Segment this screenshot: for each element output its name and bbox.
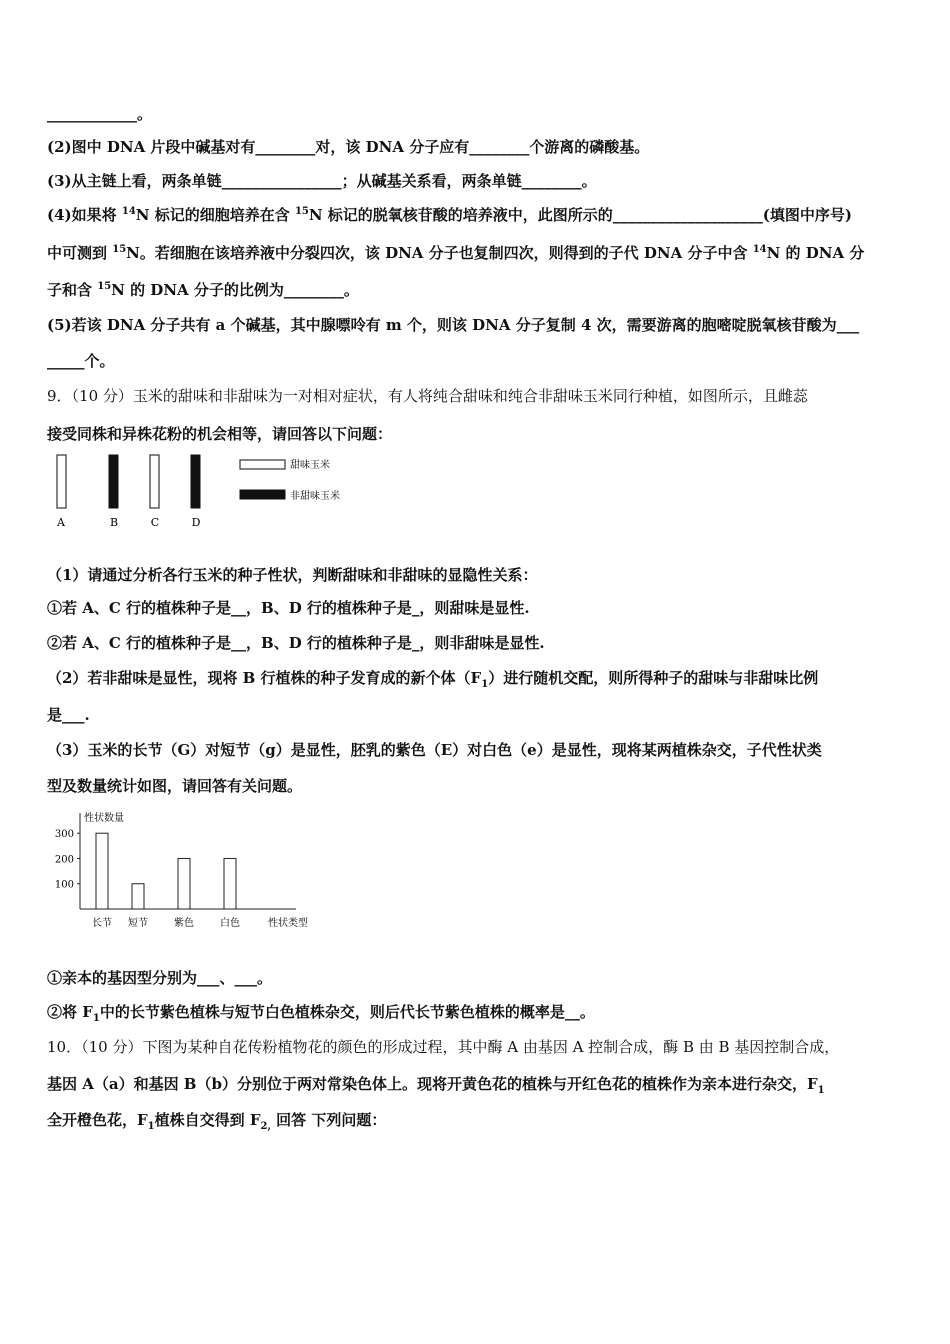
x-tick-label-3: 白色	[220, 918, 240, 929]
row-c-label: C	[150, 516, 160, 529]
chart-ylabel: 性状数量	[84, 813, 124, 824]
planting-rows-figure	[50, 450, 360, 532]
trait-count-bar-chart	[48, 805, 338, 935]
x-tick-label-2: 紫色	[174, 918, 194, 929]
q8-part5-continuation: _____个。	[47, 352, 115, 370]
bar-2	[178, 858, 190, 909]
x-tick-label-0: 长节	[92, 918, 112, 929]
row-b-bar	[109, 455, 118, 508]
bar-0	[96, 833, 108, 909]
q9-sub3-question-b: ②将 $F_1$中的长节紫色植株与短节白色植株杂交，则后代长节紫色植株的概率是__。	[47, 1003, 595, 1024]
q9-sub1: （1）请通过分析各行玉米的种子性状，判断甜味和非甜味的显隐性关系：	[47, 566, 538, 584]
x-tick-label-1: 短节	[128, 918, 148, 929]
q9-sub3-line1: （3）玉米的长节（G）对短节（g）是显性，胚乳的紫色（E）对白色（e）是显性，现将某两植株杂交，子代性状类	[47, 741, 822, 759]
bar-3	[224, 858, 236, 909]
q8-part4-line1: (4)如果将 $^{14}$N 标记的细胞培养在含 $^{15}$N 标记的脱氧核苷酸的培养液中，此图所示的____________________(填图中序号)	[47, 206, 852, 224]
q9-sub2: （2）若非甜味是显性，现将 B 行植株的种子发育成的新个体$(F_1)$进行随机交配，则所得种子的甜味与非甜味比例	[47, 669, 819, 690]
q8-part4-line2: 中可测到 $^{15}$N。若细胞在该培养液中分裂四次，该 DNA 分子也复制四次，则得到的子代 DNA 分子中含 $^{14}$N 的 DNA 分	[47, 244, 865, 262]
y-tick-label-0: 100	[54, 879, 74, 891]
q8-blank-continuation: ____________。	[47, 105, 153, 123]
q10-line1: 10．（10 分）下图为某种自花传粉植物花的颜色的形成过程，其中酶 A 由基因 A 控制合成，酶 B 由 B 基因控制合成，	[47, 1038, 840, 1056]
bar-1	[132, 884, 144, 909]
q9-sub3-question-a: ①亲本的基因型分别为___、___。	[47, 969, 273, 987]
legend-nonsweet-label: 非甜味玉米	[290, 491, 340, 502]
row-c-bar	[150, 455, 159, 508]
y-tick-label-2: 300	[54, 829, 74, 841]
q8-part2: (2)图中 DNA 片段中碱基对有________对，该 DNA 分子应有________个游离的磷酸基。	[47, 138, 650, 156]
q9-sub1-option-b: ②若 A、C 行的植株种子是__，B、D 行的植株种子是_，则非甜味是显性.	[47, 634, 545, 652]
legend-sweet-label: 甜味玉米	[290, 460, 330, 471]
q10-line2: 基因 A（a）和基因 B（b）分别位于两对常染色体上。现将开黄色花的植株与开红色花的植株作为亲本进行杂交，$F_1$	[47, 1075, 825, 1096]
row-b-label: B	[109, 516, 119, 529]
q10-line3: 全开橙色花，$F_1$植株自交得到 $F_{2,}$ 回答 下列问题：	[47, 1111, 387, 1132]
row-d-label: D	[191, 516, 201, 529]
chart-xlabel: 性状类型	[268, 918, 308, 929]
y-tick-label-1: 200	[54, 854, 74, 866]
q9-intro-line1: 9．（10 分）玉米的甜味和非甜味为一对相对症状，有人将纯合甜味和纯合非甜味玉米同行种植，如图所示，且雌蕊	[47, 387, 808, 405]
row-a-bar	[57, 455, 66, 508]
legend-nonsweet-swatch	[240, 490, 285, 499]
q9-sub1-option-a: ①若 A、C 行的植株种子是__，B、D 行的植株种子是_，则甜味是显性.	[47, 599, 530, 617]
q9-sub2-continuation: 是___.	[47, 706, 90, 724]
q9-intro-line2: 接受同株和异株花粉的机会相等，请回答以下问题：	[47, 425, 393, 443]
q8-part4-line3: 子和含 $^{15}$N 的 DNA 分子的比例为________。	[47, 281, 359, 299]
q8-part5: (5)若该 DNA 分子共有 a 个碱基，其中腺嘌呤有 m 个，则该 DNA 分子复制 4 次，需要游离的胞嘧啶脱氧核苷酸为___	[47, 316, 860, 334]
legend-sweet-swatch	[240, 460, 285, 469]
q9-sub3-line2: 型及数量统计如图，请回答有关问题。	[47, 777, 303, 795]
q8-part3: (3)从主链上看，两条单链________________；从碱基关系看，两条单链________。	[47, 172, 597, 190]
row-d-bar	[191, 455, 200, 508]
row-a-label: A	[57, 516, 65, 529]
